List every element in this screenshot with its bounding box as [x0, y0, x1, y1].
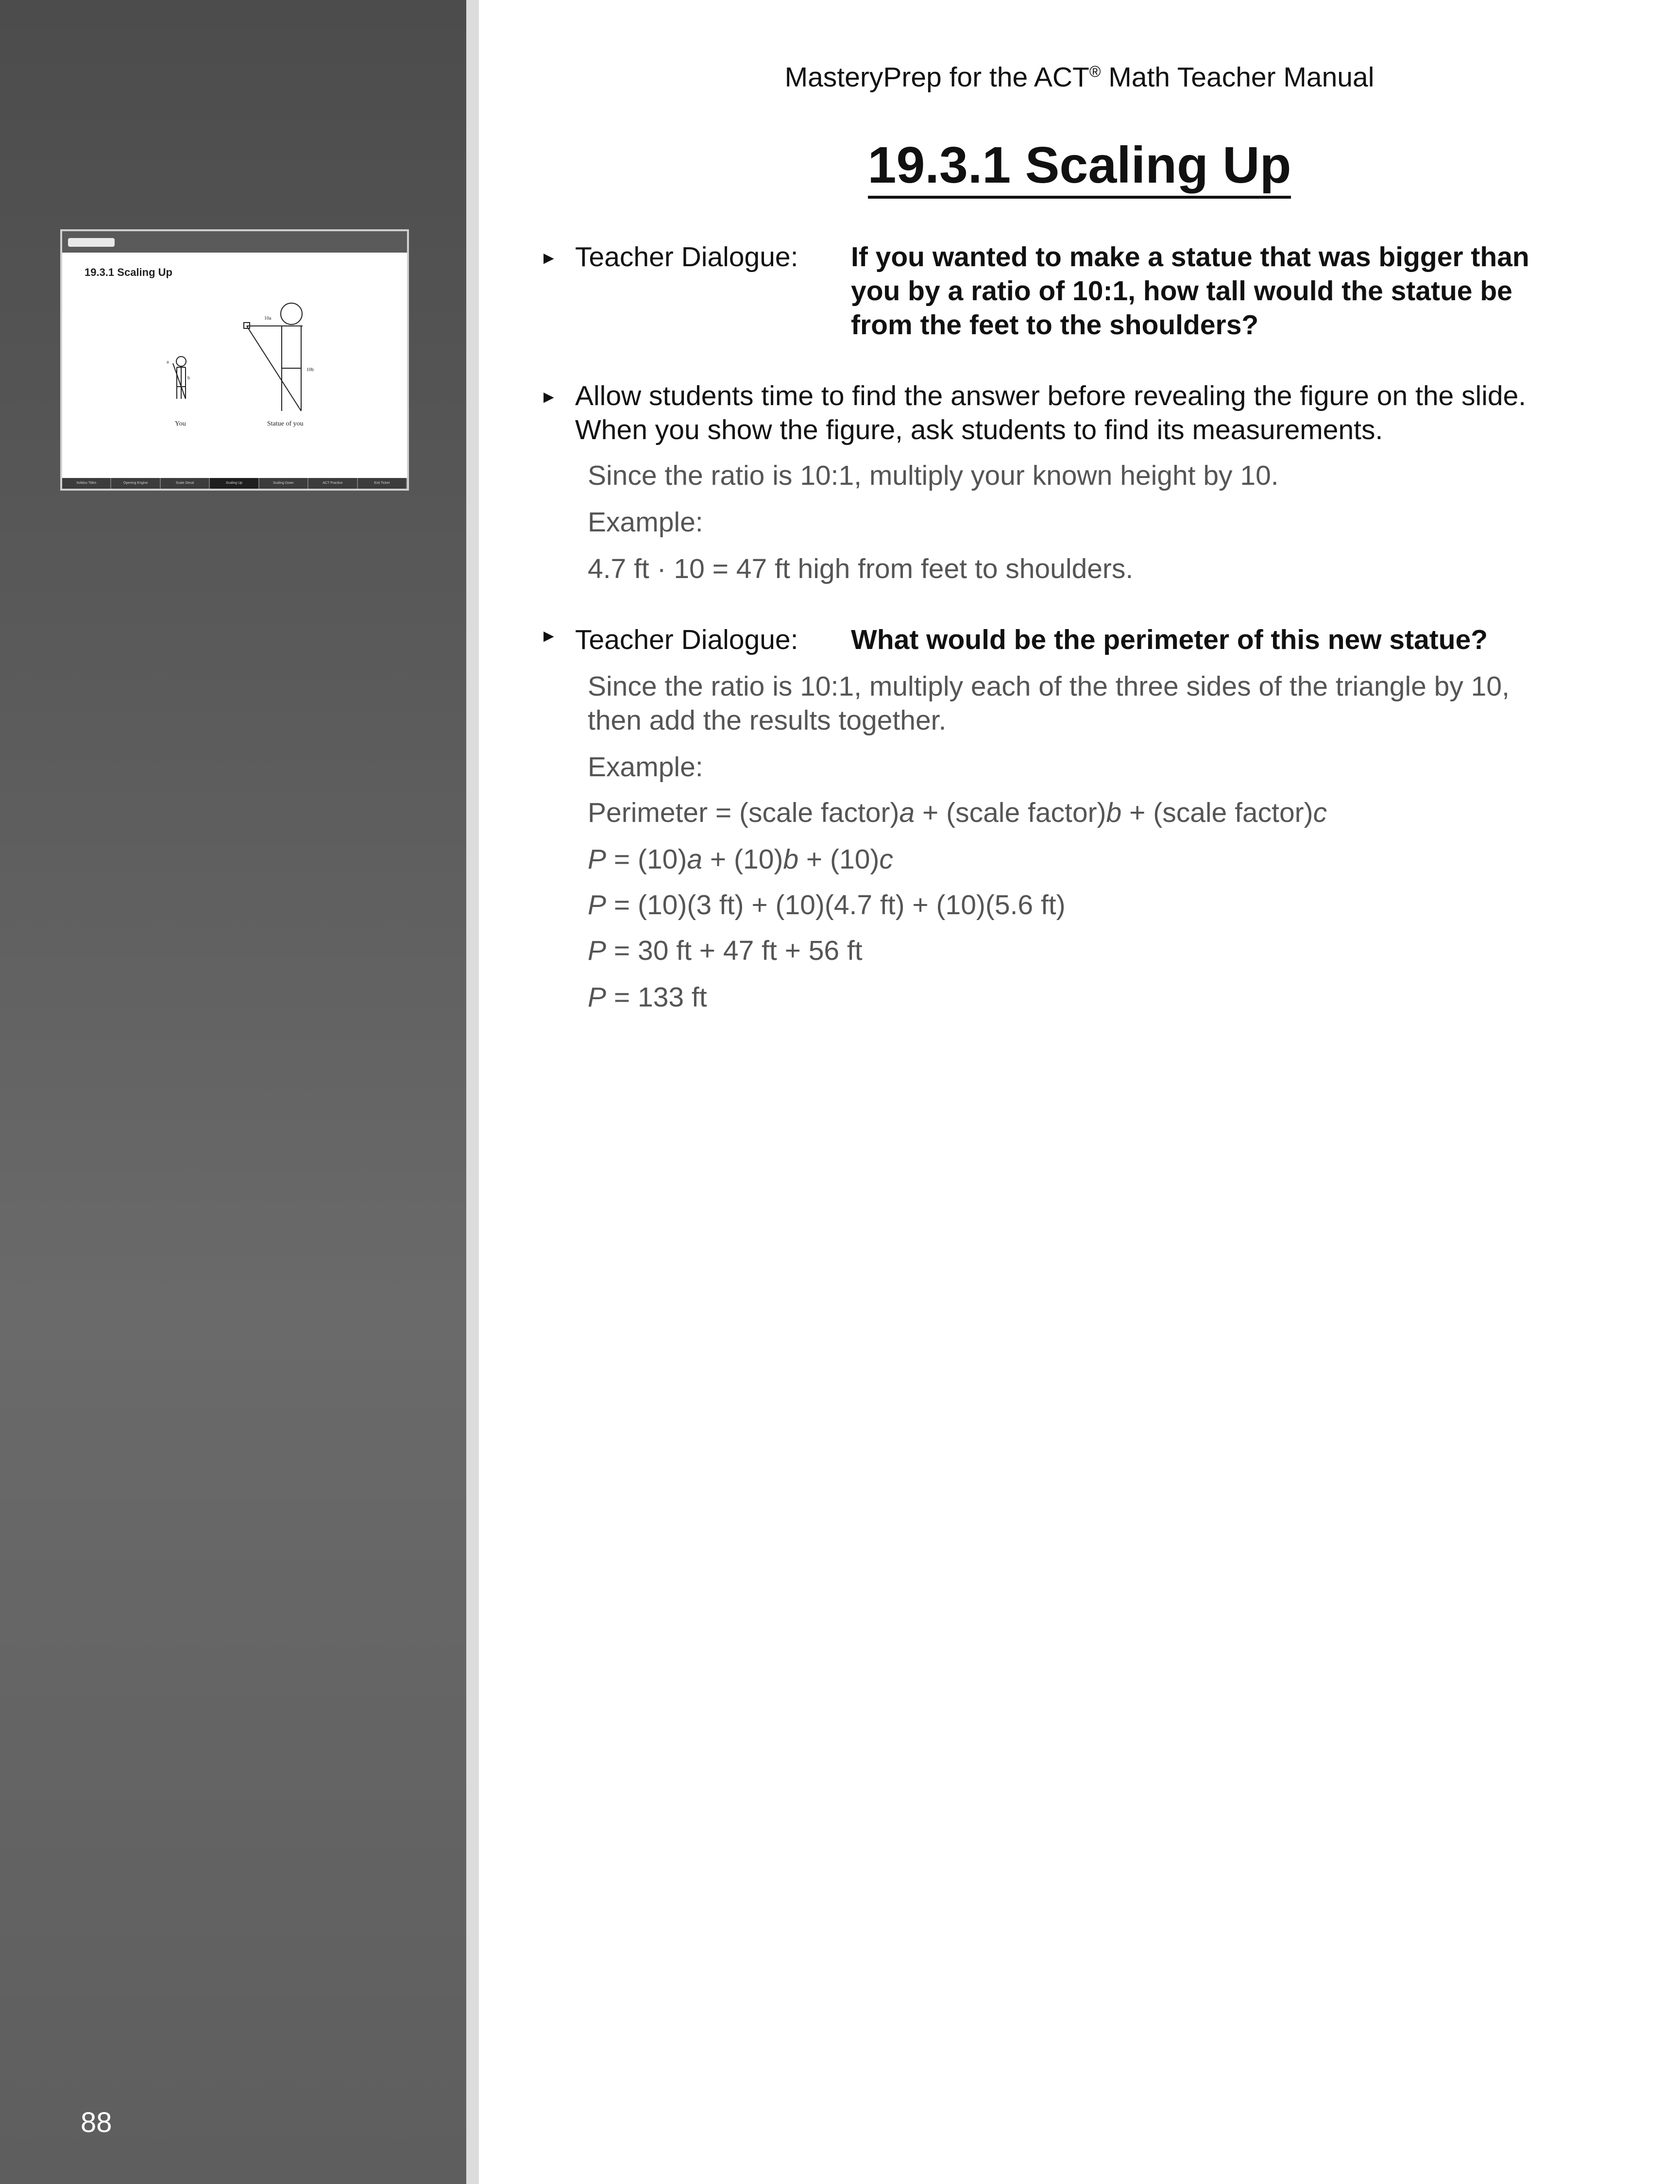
bullet-icon: ►	[540, 387, 558, 407]
instruction-text: When you show the figure, ask students to find its measurements.	[575, 414, 1383, 445]
equation-result: P = 133 ft	[588, 982, 707, 1013]
slide-tab: Exit Ticket	[358, 478, 407, 489]
equation-step: P = 30 ft + 47 ft + 56 ft	[588, 935, 863, 966]
instruction-text: Allow students time to find the answer before revealing the figure on the slide.	[575, 380, 1527, 411]
dialogue-label: Teacher Dialogue:	[575, 241, 798, 273]
page-title: 19.3.1 Scaling Up	[479, 136, 1680, 195]
slide-title: 19.3.1 Scaling Up	[85, 266, 172, 278]
answer-text: Since the ratio is 10:1, multiply each of the three sides of the triangle by 10,	[588, 671, 1510, 702]
slide-label-statue: Statue of you	[267, 420, 304, 427]
slide-tab: Opening Engine	[111, 478, 160, 489]
dialogue-text: from the feet to the shoulders?	[851, 309, 1259, 341]
page-number: 88	[81, 2107, 112, 2138]
answer-text: then add the results together.	[588, 705, 947, 736]
slide-tab: Scaling Down	[259, 478, 308, 489]
dialogue-text: If you wanted to make a statue that was bigger than	[851, 241, 1529, 273]
equation-perimeter: Perimeter = (scale factor)a + (scale factor)b + (scale factor)c	[588, 797, 1327, 828]
dialogue-text: you by a ratio of 10:1, how tall would the statue be	[851, 275, 1512, 307]
answer-text: Example:	[588, 751, 703, 783]
slide-tab: Solidus Titles	[62, 478, 111, 489]
running-header: MasteryPrep for the ACT® Math Teacher Manual	[784, 62, 1375, 93]
slide-nav-bar	[62, 478, 407, 489]
slide-label-10b: 10b	[306, 367, 314, 373]
slide-label-you: You	[175, 420, 186, 427]
answer-text: Since the ratio is 10:1, multiply your known height by 10.	[588, 460, 1279, 491]
equation-step: P = (10)a + (10)b + (10)c	[588, 844, 893, 875]
slide-thumbnail	[60, 229, 409, 491]
figure-statue	[244, 303, 303, 411]
slide-label-10a: 10a	[264, 316, 272, 321]
dialogue-text: What would be the perimeter of this new statue?	[851, 624, 1488, 655]
bullet-icon: ►	[540, 626, 558, 646]
answer-text: 4.7 ft · 10 = 47 ft high from feet to shoulders.	[588, 553, 1134, 584]
figure-you	[173, 357, 186, 399]
slide-label-b: b	[187, 375, 190, 381]
dialogue-label: Teacher Dialogue:	[575, 624, 798, 655]
sidebar-edge	[466, 0, 479, 2184]
slide-tab: Scale Decal	[161, 478, 210, 489]
bullet-icon: ►	[540, 248, 558, 268]
answer-text: Example:	[588, 507, 703, 538]
slide-label-a: a	[167, 359, 169, 365]
slide-figure	[62, 231, 407, 489]
equation-step: P = (10)(3 ft) + (10)(4.7 ft) + (10)(5.6 ft)	[588, 889, 1066, 921]
slide-tab: ACT Practice	[308, 478, 357, 489]
slide-tab-active: Scaling Up	[210, 478, 259, 489]
